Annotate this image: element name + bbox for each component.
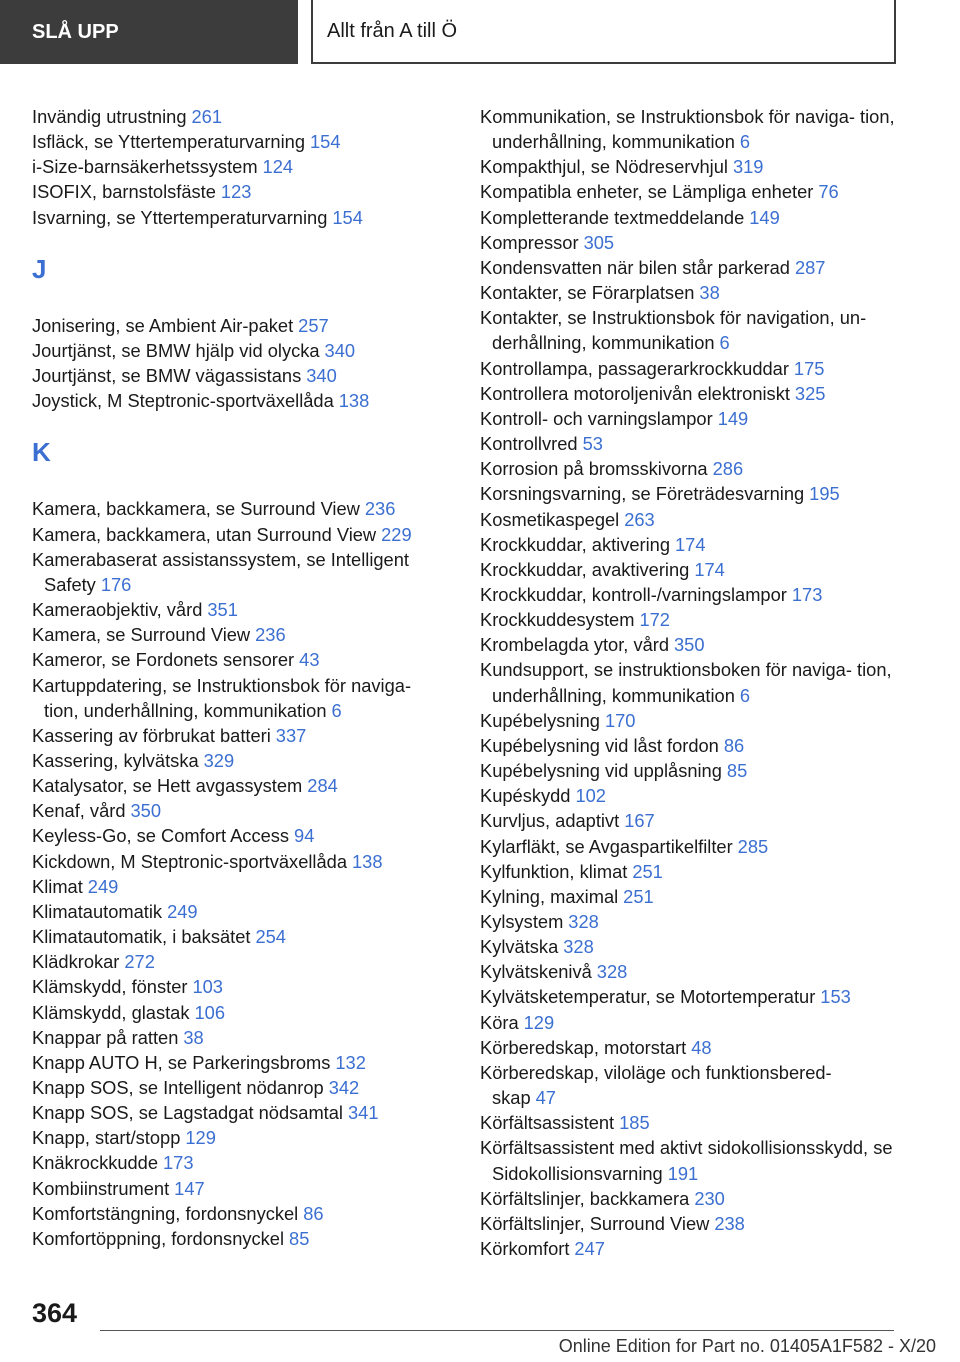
index-entry-text: Körfältslinjer, Surround View (480, 1212, 710, 1234)
index-entry (32, 874, 442, 899)
index-entry-text: Klämskydd, glastak (32, 1001, 190, 1023)
page-reference-link[interactable]: 230 (694, 1187, 725, 1209)
index-entry-text: Kamerabaserat assistanssystem, se Intelligent Safety (32, 548, 409, 595)
page-reference-link[interactable]: 329 (203, 749, 235, 771)
page-reference-link[interactable]: 53 (582, 433, 603, 455)
page-reference-link[interactable]: 341 (348, 1102, 379, 1124)
page-reference-link[interactable]: 328 (596, 961, 628, 983)
index-entry-text: Kompressor (480, 231, 579, 253)
page-reference-link[interactable]: 328 (568, 911, 599, 932)
index-entry-text: Kassering av förbrukat batteri (32, 724, 271, 746)
index-entry (32, 647, 442, 672)
index-entry-text: Kontrollvred (480, 433, 578, 455)
page-reference-link[interactable]: 138 (338, 390, 370, 412)
page-reference-link[interactable]: 191 (667, 1162, 699, 1184)
index-entry (480, 381, 900, 406)
chapter-tab[interactable] (311, 0, 896, 64)
index-entry (32, 622, 442, 647)
index-entry (480, 104, 900, 154)
index-entry (32, 1125, 442, 1150)
index-entry (480, 154, 900, 179)
index-entry (32, 547, 442, 597)
index-letter-heading: J (32, 253, 47, 284)
index-entry-text: Körfältslinjer, backkamera (480, 1187, 690, 1209)
index-entry-text: Invändig utrustning (32, 106, 187, 127)
index-entry-text: Isvarning, se Yttertemperaturvarning (32, 206, 328, 228)
page-reference-link[interactable]: 257 (298, 314, 329, 336)
index-entry-text: Krockkuddar, aktivering (480, 533, 671, 555)
index-entry-text: Kontroll- och varningslampor (480, 407, 713, 429)
index-entry-text: Knapp, start/stopp (32, 1127, 181, 1149)
index-entry (480, 305, 900, 355)
index-entry (480, 884, 900, 909)
page-reference-link[interactable]: 6 (719, 332, 730, 354)
page-reference-link[interactable]: 176 (100, 573, 132, 595)
index-entry (480, 909, 900, 934)
index-entry-text: Komfortstängning, fordonsnyckel (32, 1202, 299, 1224)
index-entry (32, 1050, 442, 1075)
page-reference-link[interactable]: 6 (739, 684, 751, 706)
page-reference-link[interactable]: 174 (675, 533, 706, 555)
page-reference-link[interactable]: 251 (632, 860, 663, 882)
page-reference-link[interactable]: 48 (691, 1036, 712, 1058)
index-entry (480, 481, 900, 506)
index-entry-text: Knäkrockkudde (32, 1152, 159, 1174)
index-entry (32, 1100, 442, 1125)
index-entry (480, 532, 900, 557)
index-entry (480, 632, 900, 657)
index-entry (480, 657, 900, 707)
page-reference-link[interactable]: 124 (262, 156, 294, 178)
page-reference-link[interactable]: 251 (623, 885, 654, 907)
page-reference-link[interactable]: 340 (324, 339, 356, 361)
page-reference-link[interactable]: 147 (174, 1177, 205, 1199)
page-reference-link[interactable]: 129 (185, 1127, 216, 1149)
page-reference-link[interactable]: 236 (255, 624, 286, 646)
page-reference-link[interactable]: 342 (328, 1077, 360, 1098)
page-reference-link[interactable]: 286 (712, 458, 744, 480)
index-entry-text: Kylvätskenivå (480, 961, 592, 983)
index-entry (480, 1186, 900, 1211)
index-entry-text: Krockkuddar, kontroll-/varningslampor (480, 583, 787, 605)
index-entry (480, 582, 900, 607)
index-entry (480, 859, 900, 884)
page-reference-link[interactable]: 170 (604, 709, 636, 731)
index-entry-text: Knapp AUTO H, se Parkeringsbroms (32, 1051, 331, 1073)
page-reference-link[interactable]: 85 (726, 760, 748, 782)
index-entry-text: Klämskydd, fönster (32, 976, 188, 998)
index-entry-text: Kondensvatten när bilen står parkerad (480, 256, 790, 278)
index-entry (32, 1176, 442, 1201)
index-entry (32, 924, 442, 949)
page-reference-link[interactable]: 263 (624, 508, 655, 530)
index-entry-text: Klimat (32, 875, 83, 897)
page-reference-link[interactable]: 149 (749, 206, 780, 228)
index-entry (480, 758, 900, 783)
page-reference-link[interactable]: 195 (809, 483, 840, 505)
index-entry (32, 673, 442, 723)
page-reference-link[interactable]: 328 (563, 936, 594, 958)
index-entry-text: Köra (480, 1011, 519, 1033)
page-reference-link[interactable]: 287 (794, 256, 826, 278)
page-reference-link[interactable]: 43 (299, 649, 320, 671)
index-entry-text: Kylning, maximal (480, 885, 619, 907)
page-reference-link[interactable]: 167 (624, 810, 655, 832)
index-entry-text: Kommunikation, se Instruktionsbok för naviga‐ tion, underhållning, kommunikation (480, 106, 895, 153)
index-entry (480, 1060, 900, 1110)
index-entry (480, 431, 900, 456)
index-entry (32, 129, 442, 154)
index-entry-text: Klimatautomatik (32, 900, 163, 922)
index-entry-text: Kamera, backkamera, se Surround View (32, 498, 360, 520)
index-entry-text: Kupébelysning (480, 709, 600, 731)
page-reference-link[interactable]: 351 (207, 599, 238, 621)
index-entry (32, 104, 442, 129)
index-entry (480, 1236, 900, 1261)
index-entry (480, 1110, 900, 1135)
page-reference-link[interactable]: 350 (674, 634, 705, 656)
page-reference-link[interactable]: 6 (331, 699, 342, 721)
index-entry-text: Kartuppdatering, se Instruktionsbok för naviga‐ tion, underhållning, kommunikation (32, 674, 412, 721)
chapter-tab-label: Allt från A till Ö (327, 19, 458, 42)
index-entry (32, 338, 442, 363)
index-entry-text: Korrosion på bromsskivorna (480, 458, 708, 480)
index-entry (480, 456, 900, 481)
index-entry (32, 388, 442, 413)
index-entry-text: Kurvljus, adaptivt (480, 810, 620, 832)
page-reference-link[interactable]: 132 (335, 1051, 366, 1073)
index-entry (32, 496, 442, 521)
index-entry-text: ISOFIX, barnstolsfäste (32, 181, 216, 203)
index-entry-text: Körberedskap, viloläge och funktionsbered‐ skap (480, 1061, 832, 1109)
index-entry-text: Kylvätska (480, 936, 559, 958)
index-entry-text: Kupébelysning vid upplåsning (480, 760, 722, 782)
page-reference-link[interactable]: 229 (381, 523, 412, 545)
index-entry (480, 1135, 900, 1185)
page-reference-link[interactable]: 319 (732, 156, 764, 178)
index-entry-text: Körfältsassistent med aktivt sidokollisionsskydd, se Sidokollisionsvarning (480, 1137, 893, 1184)
index-entry (32, 748, 442, 773)
index-entry-text: Kosmetikaspegel (480, 508, 620, 530)
index-entry (32, 949, 442, 974)
index-entry (480, 607, 900, 632)
page-number: 364 (32, 1298, 78, 1328)
page-reference-link[interactable]: 325 (794, 382, 826, 404)
index-entry-text: Kontakter, se Förarplatsen (480, 282, 695, 304)
index-entry (480, 280, 900, 305)
index-entry-text: Jourtjänst, se BMW vägassistans (32, 365, 302, 387)
index-entry-text: Krockkuddar, avaktivering (480, 558, 690, 580)
page-reference-link[interactable]: 154 (332, 206, 363, 228)
index-entry (32, 773, 442, 798)
index-entry (480, 934, 900, 959)
index-entry (480, 557, 900, 582)
index-entry (480, 733, 900, 758)
index-entry-text: Klimatautomatik, i baksätet (32, 926, 251, 948)
index-entry (480, 179, 900, 204)
index-entry (480, 356, 900, 381)
page-reference-link[interactable]: 175 (793, 357, 825, 379)
page-reference-link[interactable]: 85 (289, 1227, 310, 1249)
index-entry (480, 783, 900, 808)
page-reference-link[interactable]: 38 (699, 282, 720, 304)
page-reference-link[interactable]: 185 (619, 1112, 650, 1134)
index-entry (480, 1035, 900, 1060)
index-entry (32, 798, 442, 823)
index-entry-text: Kontrollera motoroljenivån elektroniskt (480, 382, 790, 404)
page-reference-link[interactable]: 38 (183, 1026, 204, 1048)
page-reference-link[interactable]: 254 (255, 926, 286, 948)
index-entry (32, 522, 442, 547)
page-reference-link[interactable]: 76 (818, 181, 839, 203)
page-reference-link[interactable]: 123 (220, 181, 252, 203)
index-entry-text: Kompletterande textmeddelande (480, 206, 745, 228)
page-reference-link[interactable]: 94 (294, 825, 315, 847)
index-entry (32, 313, 442, 338)
index-entry-text: Jonisering, se Ambient Air-paket (32, 314, 294, 336)
page-reference-link[interactable]: 249 (167, 900, 198, 922)
index-entry-text: Kylfunktion, klimat (480, 860, 628, 882)
index-entry-text: Körberedskap, motorstart (480, 1036, 687, 1058)
page-reference-link[interactable]: 285 (737, 835, 769, 857)
page-reference-link[interactable]: 236 (364, 498, 396, 520)
index-entry (32, 823, 442, 848)
page-reference-link[interactable]: 86 (303, 1202, 324, 1224)
index-entry-text: Kamera, backkamera, utan Surround View (32, 523, 377, 545)
page-reference-link[interactable]: 102 (575, 785, 606, 807)
index-entry (32, 723, 442, 748)
index-entry-text: Kamera, se Surround View (32, 624, 251, 646)
page-reference-link[interactable]: 149 (717, 407, 749, 429)
page-reference-link[interactable]: 172 (639, 609, 670, 631)
index-entry (32, 205, 442, 230)
page-reference-link[interactable]: 6 (739, 131, 751, 153)
index-entry (480, 507, 900, 532)
index-entry (32, 1000, 442, 1025)
index-entry-text: i-Size-barnsäkerhetssystem (32, 156, 258, 178)
index-entry (480, 959, 900, 984)
index-entry-text: Kickdown, M Steptronic-sportväxellåda (32, 850, 347, 872)
index-entry-text: Kameraobjektiv, vård (32, 599, 203, 621)
index-entry (32, 1226, 442, 1251)
index-entry-text: Jourtjänst, se BMW hjälp vid olycka (32, 339, 320, 361)
index-entry-text: Krockkuddesystem (480, 609, 635, 631)
index-entry (480, 230, 900, 255)
index-entry (32, 1201, 442, 1226)
index-entry (32, 1150, 442, 1175)
index-entry (480, 406, 900, 431)
page-reference-link[interactable]: 238 (714, 1212, 745, 1234)
index-entry (480, 255, 900, 280)
index-entry-text: Körfältsassistent (480, 1112, 615, 1134)
index-entry-text: Kombiinstrument (32, 1177, 170, 1199)
page-reference-link[interactable]: 106 (194, 1001, 226, 1023)
page-reference-link[interactable]: 337 (275, 724, 307, 746)
index-entry-text: Kupébelysning vid låst fordon (480, 734, 719, 756)
index-entry-text: Klädkrokar (32, 951, 120, 973)
index-entry (480, 1211, 900, 1236)
index-column-right (480, 104, 900, 1261)
index-entry-text: Kompakthjul, se Nödreservhjul (480, 156, 728, 178)
page-reference-link[interactable]: 350 (130, 800, 162, 822)
index-entry-text: Komfortöppning, fordonsnyckel (32, 1227, 285, 1249)
page-reference-link[interactable]: 261 (191, 106, 222, 127)
page-reference-link[interactable]: 284 (307, 775, 338, 797)
index-entry-text: Kontakter, se Instruktionsbok för navigation, un‐ derhållning, kommunikation (480, 307, 867, 354)
index-entry-text: Körkomfort (480, 1238, 570, 1260)
index-entry (32, 974, 442, 999)
page-reference-link[interactable]: 129 (523, 1011, 555, 1033)
index-entry-text: Kupéskydd (480, 785, 571, 807)
footer-divider (100, 1330, 894, 1331)
index-entry (32, 179, 442, 204)
index-entry-text: Kylsystem (480, 911, 564, 932)
section-tab[interactable] (0, 0, 298, 64)
page-reference-link[interactable]: 103 (192, 976, 223, 998)
page-reference-link[interactable]: 174 (694, 558, 725, 580)
index-entry (32, 154, 442, 179)
index-entry-text: Kylarfläkt, se Avgaspartikelfilter (480, 835, 733, 857)
section-tab-label: SLÅ UPP (32, 20, 119, 43)
page-reference-link[interactable]: 153 (820, 986, 851, 1008)
index-entry-text: Krombelagda ytor, vård (480, 634, 670, 656)
index-entry-text: Kameror, se Fordonets sensorer (32, 649, 295, 671)
edition-note: Online Edition for Part no. 01405A1F582 - X/20 (558, 1336, 936, 1356)
index-entry-text: Knapp SOS, se Intelligent nödanrop (32, 1077, 324, 1098)
index-entry-text: Isfläck, se Yttertemperaturvarning (32, 131, 305, 153)
index-entry-text: Kassering, kylvätska (32, 749, 199, 771)
page-reference-link[interactable]: 272 (124, 951, 155, 973)
index-entry (32, 1025, 442, 1050)
page-reference-link[interactable]: 173 (791, 583, 823, 605)
index-entry-text: Kenaf, vård (32, 800, 126, 822)
index-entry-text: Knapp SOS, se Lagstadgat nödsamtal (32, 1102, 343, 1124)
page-reference-link[interactable]: 138 (352, 850, 383, 872)
index-entry (480, 984, 900, 1009)
index-entry (32, 597, 442, 622)
page-reference-link[interactable]: 47 (535, 1087, 556, 1109)
page-reference-link[interactable]: 249 (87, 875, 119, 897)
index-entry-text: Kompatibla enheter, se Lämpliga enheter (480, 181, 814, 203)
index-entry-text: Kundsupport, se instruktionsboken för naviga‐ tion, underhållning, kommunikation (480, 659, 892, 706)
page-reference-link[interactable]: 86 (723, 734, 745, 756)
index-entry-text: Kylvätsketemperatur, se Motortemperatur (480, 986, 816, 1008)
page-reference-link[interactable]: 154 (310, 131, 341, 153)
index-entry (480, 708, 900, 733)
index-letter-heading: K (32, 437, 51, 468)
page-reference-link[interactable]: 247 (574, 1238, 605, 1260)
index-entry (32, 849, 442, 874)
page-reference-link[interactable]: 173 (163, 1152, 194, 1174)
index-column-left (32, 104, 442, 1251)
index-entry (32, 1075, 442, 1100)
index-entry-text: Knappar på ratten (32, 1026, 179, 1048)
index-entry-text: Kontrollampa, passagerarkrockkuddar (480, 357, 789, 379)
index-entry-text: Korsningsvarning, se Företrädesvarning (480, 483, 805, 505)
index-entry-text: Joystick, M Steptronic-sportväxellåda (32, 390, 334, 412)
index-entry (480, 808, 900, 833)
page-reference-link[interactable]: 340 (306, 365, 337, 387)
index-entry (32, 363, 442, 388)
index-entry-text: Keyless-Go, se Comfort Access (32, 825, 290, 847)
index-entry-text: Katalysator, se Hett avgassystem (32, 775, 303, 797)
index-entry (32, 899, 442, 924)
page-reference-link[interactable]: 305 (583, 231, 615, 253)
index-entry (480, 1010, 900, 1035)
index-entry (480, 834, 900, 859)
index-entry (480, 205, 900, 230)
